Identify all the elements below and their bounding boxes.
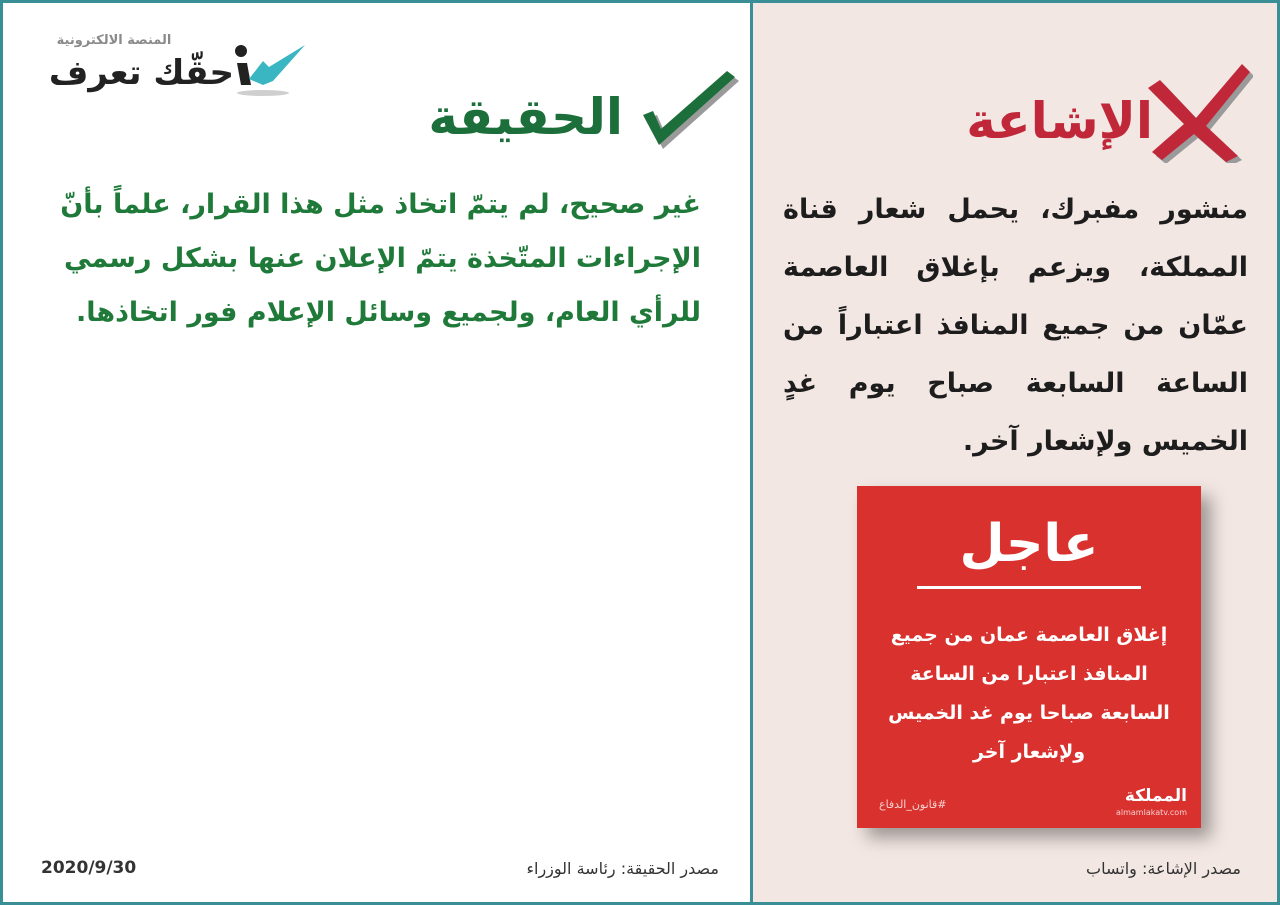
card-brand-logo: المملكة bbox=[1124, 786, 1187, 806]
card-url: almamlakatv.com bbox=[1115, 808, 1187, 817]
card-divider bbox=[917, 586, 1141, 589]
rumor-heading: الإشاعة bbox=[966, 92, 1153, 150]
truth-heading: الحقيقة bbox=[428, 88, 623, 146]
card-hashtag: #قانون_الدفاع bbox=[879, 798, 947, 811]
logo-subtitle: المنصة الالكترونية bbox=[56, 33, 172, 48]
logo bbox=[39, 31, 311, 103]
fake-news-card bbox=[857, 486, 1201, 828]
card-urgent-heading: عاجل bbox=[959, 514, 1099, 574]
rumor-panel bbox=[750, 3, 1277, 902]
x-mark-icon bbox=[1138, 58, 1253, 163]
logo-check-icon bbox=[229, 39, 309, 99]
check-mark-icon bbox=[631, 63, 741, 153]
rumor-body-text: منشور مفبرك، يحمل شعار قناة المملكة، ويزعم بإغلاق العاصمة عمّان من جميع المنافذ اعتباراً من الساعة السابعة صباح يوم غدٍ الخميس ولإشعار آخر. bbox=[783, 194, 1248, 457]
truth-body-text: غير صحيح، لم يتمّ اتخاذ مثل هذا القرار، علماً بأنّ الإجراءات المتّخذة يتمّ الإعلان عنها بشكل رسمي للرأي العام، ولجميع وسائل الإعلام فور اتخاذها. bbox=[60, 189, 701, 328]
publish-date: 2020/9/30 bbox=[41, 858, 137, 878]
card-body-text: إغلاق العاصمة عمان من جميع المنافذ اعتبارا من الساعة السابعة صباحا يوم غد الخميس ولإشعار آخر bbox=[888, 624, 1170, 763]
truth-source: مصدر الحقيقة: رئاسة الوزراء bbox=[526, 859, 719, 878]
rumor-source: مصدر الإشاعة: واتساب bbox=[1086, 859, 1241, 878]
truth-panel bbox=[3, 3, 750, 902]
logo-name: حقّك تعرف bbox=[48, 53, 234, 93]
